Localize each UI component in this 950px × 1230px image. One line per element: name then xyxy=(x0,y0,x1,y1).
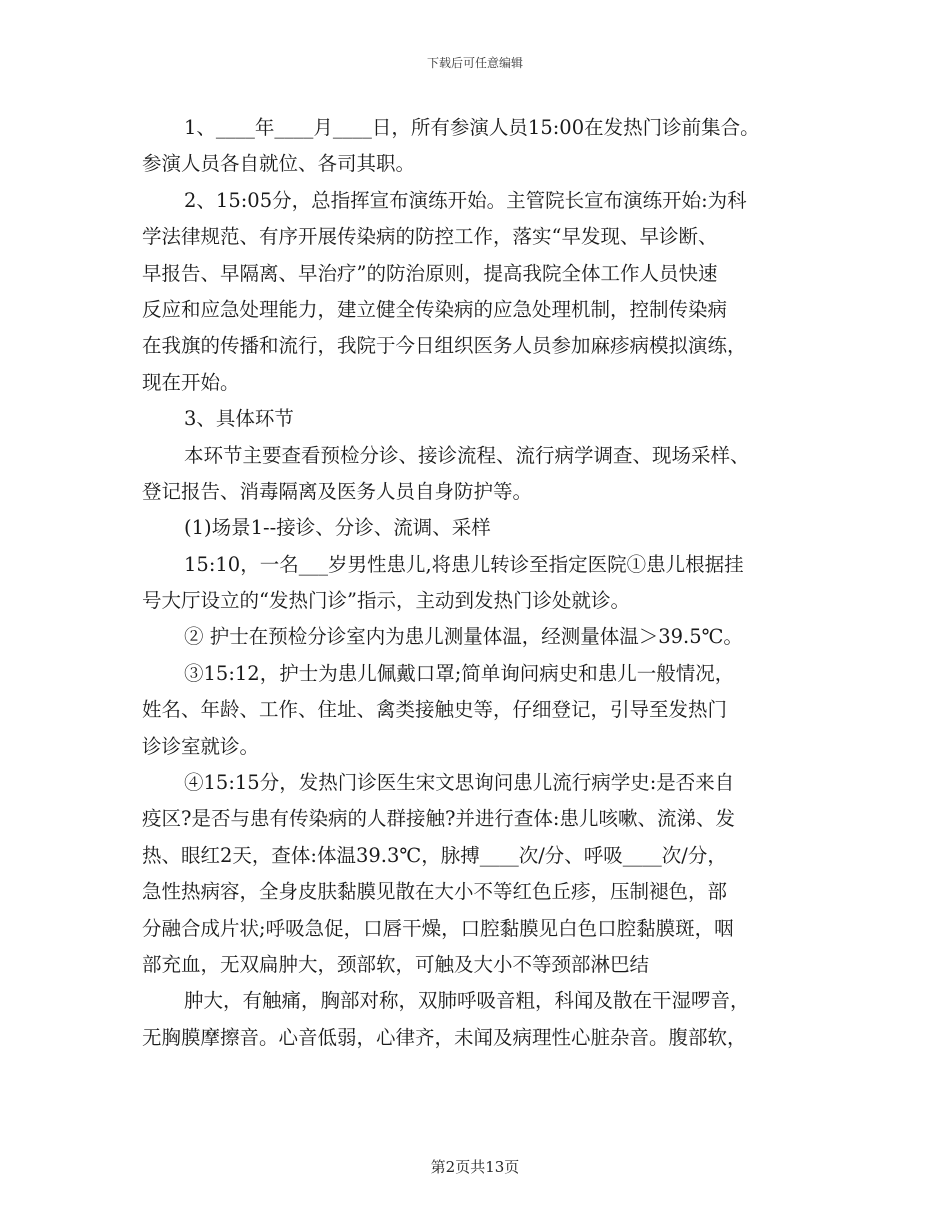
paragraph-line: 无胸膜摩擦音。心音低弱，心律齐，未闻及病理性心脏杂音。腹部软， xyxy=(142,1025,747,1049)
paragraph-line: 反应和应急处理能力，建立健全传染病的应急处理机制，控制传染病 xyxy=(142,297,728,321)
paragraph-line: 诊诊室就诊。 xyxy=(142,734,260,758)
paragraph-line: 在我旗的传播和流行，我院于今日组织医务人员参加麻疹病模拟演练， xyxy=(142,334,747,358)
paragraph-line: 本环节主要查看预检分诊、接诊流程、流行病学调查、现场采样、 xyxy=(184,443,750,467)
paragraph-line: ③15:12，护士为患儿佩戴口罩;简单询问病史和患儿一般情况， xyxy=(184,661,735,685)
paragraph-line: 现在开始。 xyxy=(142,370,240,394)
paragraph-line: 姓名、年龄、工作、住址、禽类接触史等，仔细登记，引导至发热门 xyxy=(142,698,728,722)
paragraph-line: 热、眼红2天，查体:体温39.3℃，脉搏____次/分、呼吸____次/分， xyxy=(142,843,727,867)
paragraph-line: 参演人员各自就位、各司其职。 xyxy=(142,152,416,176)
paragraph-line: 学法律规范、有序开展传染病的防控工作，落实“早发现、早诊断、 xyxy=(142,225,718,249)
paragraph-line: 部充血，无双扁肿大，颈部软，可触及大小不等颈部淋巴结 xyxy=(142,952,650,976)
paragraph-line: 15:10，一名___岁男性患儿,将患儿转诊至指定医院①患儿根据挂 xyxy=(184,552,744,576)
paragraph-line: 2、15:05分，总指挥宣布演练开始。主管院长宣布演练开始:为科 xyxy=(184,188,747,212)
paragraph-line: 登记报告、消毒隔离及医务人员自身防护等。 xyxy=(142,479,533,503)
paragraph-line: 肿大，有触痛，胸部对称，双肺呼吸音粗，科闻及散在干湿啰音， xyxy=(184,989,750,1013)
paragraph-line: ② 护士在预检分诊室内为患儿测量体温，经测量体温＞39.5℃。 xyxy=(184,625,743,649)
page-footer: 第2页共13页 xyxy=(430,1158,520,1176)
page-header: 下载后可任意编辑 xyxy=(426,56,523,70)
paragraph-line: 分融合成片状;呼吸急促，口唇干燥，口腔黏膜见白色口腔黏膜斑，咽 xyxy=(142,916,734,940)
paragraph-line: 号大厅设立的“发热门诊”指示，主动到发热门诊处就诊。 xyxy=(142,589,630,613)
document-body xyxy=(142,110,822,1056)
paragraph-line: 早报告、早隔离、早治疗”的防治原则，提高我院全体工作人员快速 xyxy=(142,261,718,285)
paragraph-line: 疫区?是否与患有传染病的人群接触?并进行查体:患儿咳嗽、流涕、发 xyxy=(142,807,735,831)
scene-heading: (1)场景1--接诊、分诊、流调、采样 xyxy=(184,516,491,540)
section-heading: 3、具体环节 xyxy=(184,407,294,431)
paragraph-line: ④15:15分，发热门诊医生宋文思询问患儿流行病学史:是否来自 xyxy=(184,771,735,795)
paragraph-line: 1、____年____月____日，所有参演人员15:00在发热门诊前集合。 xyxy=(184,116,760,139)
paragraph-line: 急性热病容，全身皮肤黏膜见散在大小不等红色丘疹，压制褪色，部 xyxy=(142,880,728,904)
